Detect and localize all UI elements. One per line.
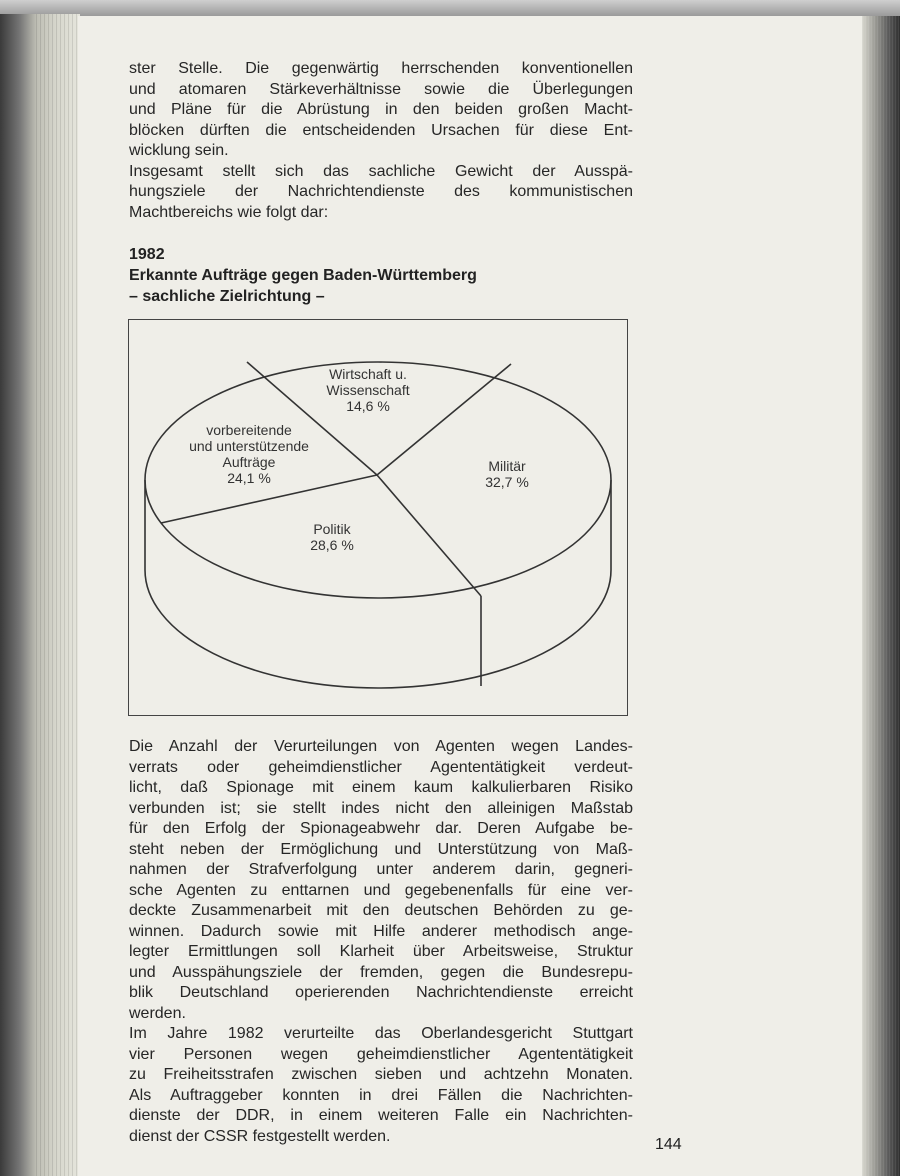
slice-label-vorbereitende: [169, 422, 329, 486]
text-line: sche Agenten zu enttarnen und gegebenenfalls für eine ver-: [129, 881, 633, 899]
text-line: steht neben der Ermöglichung und Unterstützung von Maß-: [129, 840, 633, 858]
text-line: Die Anzahl der Verurteilungen von Agenten wegen Landes-: [129, 738, 633, 755]
book-page-edges-right: [862, 16, 900, 1176]
text-line: verrats oder geheimdienstlicher Agententätigkeit verdeut-: [129, 758, 633, 776]
slice-label-line: Wirtschaft u.: [329, 366, 407, 382]
text-line: Machtbereichs wie folgt dar:: [129, 203, 329, 221]
page-number: 144: [655, 1136, 682, 1153]
chart-year: 1982: [129, 246, 165, 263]
slice-value: 28,6 %: [310, 537, 354, 553]
slice-label-line: Aufträge: [222, 454, 276, 470]
slice-value: 24,1 %: [227, 470, 271, 486]
text-line: Insgesamt stellt sich das sachliche Gewicht der Ausspä-: [129, 162, 633, 180]
chart-title: Erkannte Aufträge gegen Baden-Württemberg: [129, 267, 477, 284]
text-line: nahmen der Strafverfolgung unter anderem darin, gegneri-: [129, 861, 633, 878]
text-line: licht, daß Spionage mit einem kaum kalkulierbaren Risiko: [129, 779, 633, 796]
slice-label-line: Militär: [488, 458, 526, 474]
text-line: blik Deutschland operierenden Nachrichtendienste erreicht: [129, 984, 633, 1001]
text-line: blöcken dürften die entscheidenden Ursachen für diese Ent-: [129, 121, 633, 139]
text-line: deckte Zusammenarbeit mit den deutschen Behörden zu ge-: [129, 902, 633, 919]
text-line: ster Stelle. Die gegenwärtig herrschenden konventionellen: [129, 60, 633, 77]
text-line: hungsziele der Nachrichtendienste des kommunistischen: [129, 183, 633, 200]
slice-value: 14,6 %: [346, 398, 390, 414]
text-line: Als Auftraggeber konnten in drei Fällen die Nachrichten-: [129, 1086, 633, 1104]
chart-subtitle: – sachliche Zielrichtung –: [129, 288, 325, 305]
text-line: verbunden ist; sie stellt indes nicht den alleinigen Maßstab: [129, 799, 633, 817]
slice-value: 32,7 %: [485, 474, 529, 490]
text-line: Im Jahre 1982 verurteilte das Oberlandesgericht Stuttgart: [129, 1025, 633, 1042]
text-line: dienst der CSSR festgestellt werden.: [129, 1127, 391, 1145]
text-line: zu Freiheitsstrafen zwischen sieben und achtzehn Monaten.: [129, 1066, 633, 1083]
text-line: wicklung sein.: [129, 142, 229, 159]
slice-label-line: Wissenschaft: [326, 382, 410, 398]
slice-label-line: vorbereitende: [206, 422, 292, 438]
pie-chart: [128, 319, 628, 716]
text-line: für den Erfolg der Spionageabwehr dar. Deren Aufgabe be-: [129, 820, 633, 837]
book-top-edge: [0, 0, 900, 16]
text-line: und Pläne für die Abrüstung in den beiden großen Macht-: [129, 101, 633, 118]
text-line: vier Personen wegen geheimdienstlicher Agententätigkeit: [129, 1045, 633, 1063]
chart-heading: [129, 244, 477, 307]
slice-label-line: und unterstützende: [189, 438, 309, 454]
text-line: und atomaren Stärkeverhältnisse sowie die Überlegungen: [129, 80, 633, 98]
book-page-edges-left: [36, 14, 78, 1176]
text-line: dienste der DDR, in einem weiteren Falle ein Nachrichten-: [129, 1107, 633, 1124]
text-line: werden.: [129, 1004, 186, 1022]
text-line: winnen. Dadurch sowie mit Hilfe anderer methodisch ange-: [129, 922, 633, 940]
text-line: legter Ermittlungen soll Klarheit über Arbeitsweise, Struktur: [129, 943, 633, 960]
slice-label-militaer: [462, 458, 552, 490]
text-line: und Ausspähungsziele der fremden, gegen die Bundesrepu-: [129, 963, 633, 981]
paragraph-1: [129, 59, 633, 223]
paragraph-3: [129, 737, 633, 1147]
slice-label-wirtschaft: [303, 366, 433, 414]
slice-edge-militaer-politik: [377, 475, 481, 596]
slice-label-politik: [287, 521, 377, 553]
slice-label-line: Politik: [313, 521, 351, 537]
